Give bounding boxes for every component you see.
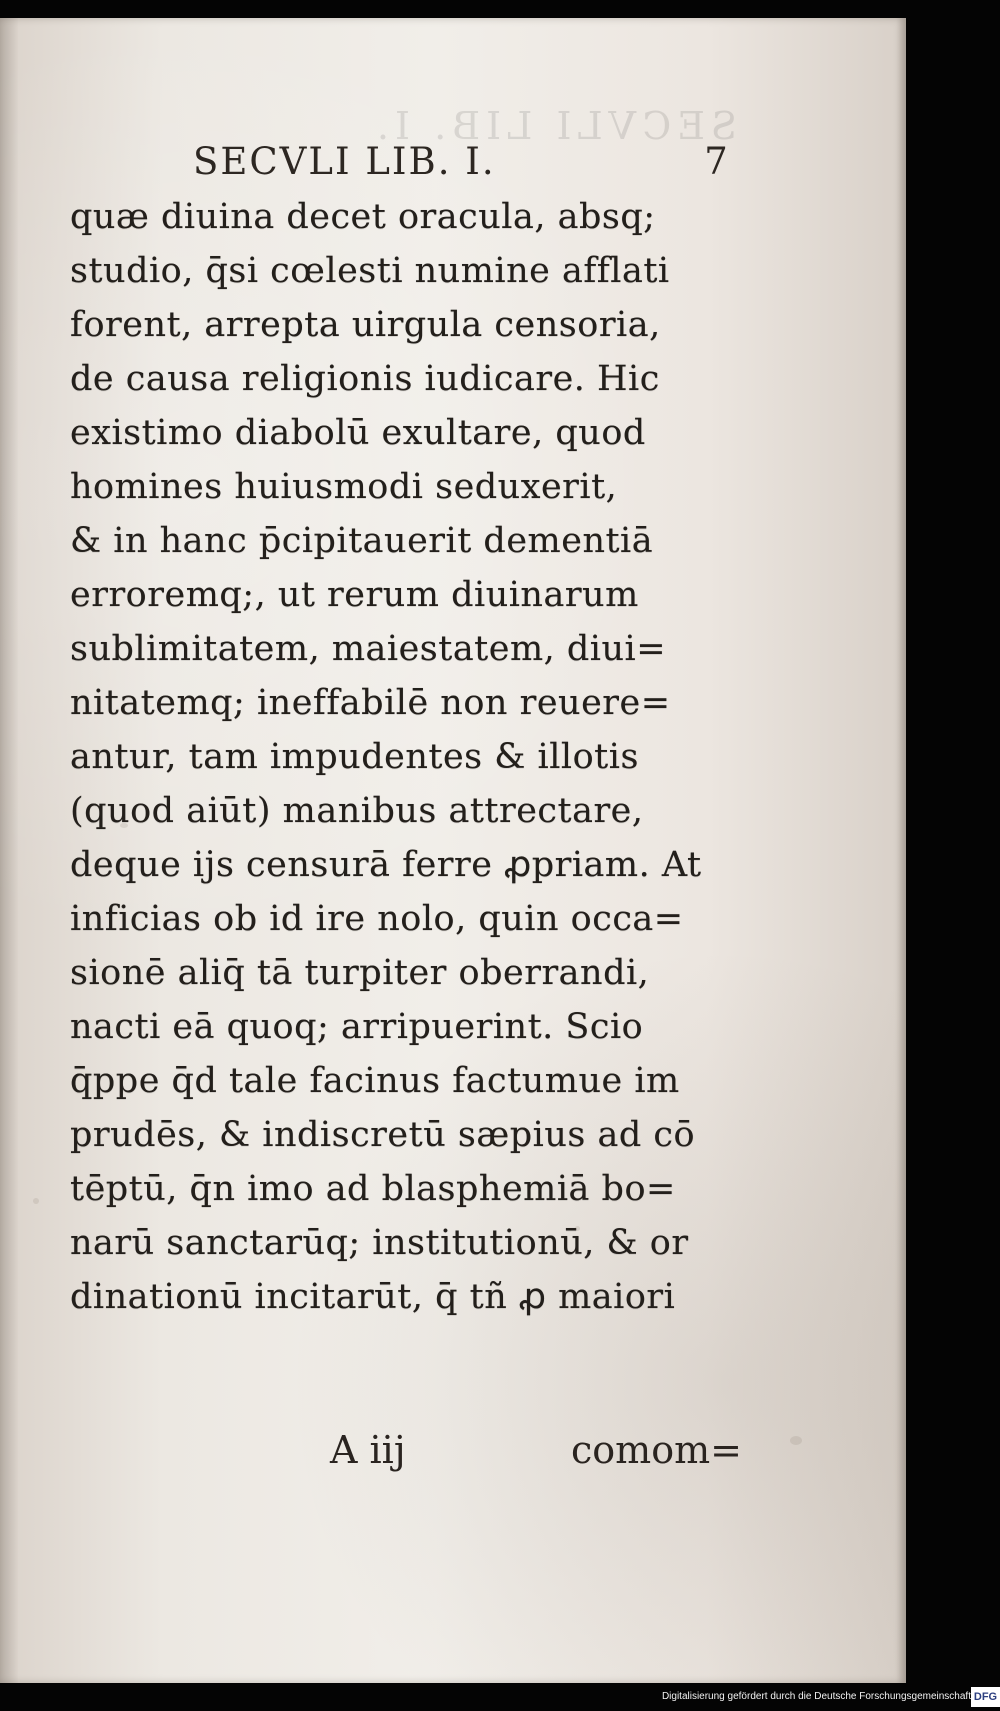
running-head: SECVLI LIB. I. [193,140,496,183]
paper-spot [33,1198,39,1204]
text-line: inficias ob id ire nolo, quin occa= [70,899,684,939]
paper-spot [120,823,128,828]
paper-spot [790,1436,802,1445]
text-line: nitatemq; ineffabilē non reuere= [70,683,671,723]
text-line: existimo diabolū exultare, quod [70,413,646,453]
text-line: erroremq;, ut rerum diuinarum [70,575,639,615]
text-line: prudēs, & indiscretū sæpius ad cō [70,1115,696,1155]
text-line: sublimitatem, maiestatem, diui= [70,629,667,669]
page-footer [0,1415,906,1485]
digitization-credit: Digitalisierung gefördert durch die Deutsche Forschungsgemeinschaft [661,1691,971,1702]
text-line: de causa religionis iudicare. Hic [70,359,660,399]
signature-mark: A iij [330,1428,406,1472]
text-line: antur, tam impudentes & illotis [70,737,639,777]
text-line: forent, arrepta uirgula censoria, [70,305,661,345]
dfg-logo: DFG [971,1687,1000,1707]
text-line: deque ijs censurā ferre ꝓpriam. At [70,845,702,885]
paper-spot [575,1226,580,1231]
text-line: & in hanc p̄cipitauerit dementiā [70,521,654,561]
text-line: (quod aiūt) manibus attrectare, [70,791,644,831]
text-line: sionē aliq̄ tā turpiter oberrandi, [70,953,650,993]
text-line: narū sanctarūq; institutionū, & or [70,1223,689,1263]
page-header [0,131,906,193]
text-line: nacti eā quoq; arripuerint. Scio [70,1007,644,1047]
show-through-running-head: SECVLI LIB. I. [370,104,737,148]
text-line: q̄ppe q̄d tale facinus factumue im [70,1061,680,1101]
text-line: homines huiusmodi seduxerit, [70,467,618,507]
text-line: dinationū incitarūt, q̄ tñ ꝓ maiori [70,1277,676,1317]
text-line: studio, q̄si cœlesti numine afflati [70,251,670,291]
latin-text-block [70,190,760,1420]
text-line: quæ diuina decet oracula, absq; [70,197,656,237]
page-number: 7 [704,140,730,183]
text-line: tēptū, q̄n imo ad blasphemiā bo= [70,1169,676,1209]
book-page [0,18,906,1683]
catchword: comom= [571,1428,742,1472]
